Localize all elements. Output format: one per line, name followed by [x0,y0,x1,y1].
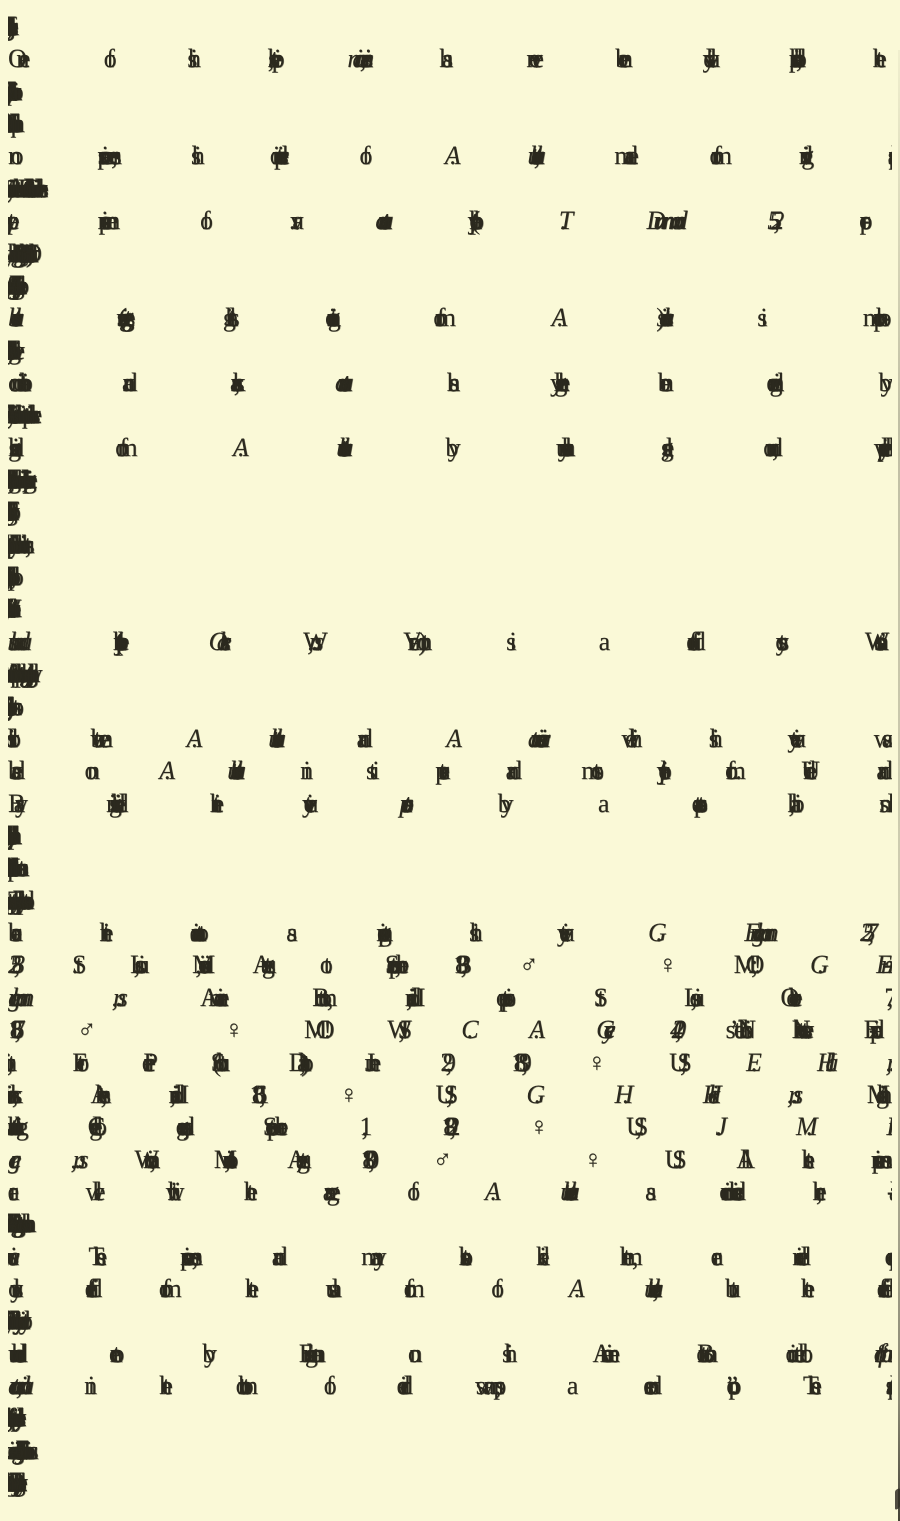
text-line [8,1338,892,1370]
text-line [8,464,892,496]
text-segment: Bray distinguished their variety [8,788,400,818]
text-segment: in its purest and most typical form. Uline and [233,756,883,786]
italic-text-segment: cinus [8,1241,9,1271]
text-segment: One of his epithets, [8,44,348,74]
text-line [8,432,892,464]
italic-text-segment: A. tuberculata [444,141,534,171]
text-segment: bear their annotations as representing this variety: [8,918,648,948]
text-line [8,1079,892,1111]
text-segment: based on [8,756,160,786]
text-line [8,626,892,658]
text-line [8,76,892,108]
text-segment: in the bottom of dried swamps, a second crop.” These plants [11,1371,885,1401]
text-line [8,949,892,981]
text-segment: , made from living plants [533,141,888,171]
text-segment: while his variety was [537,723,882,753]
italic-text-segment: A. australis [551,303,657,333]
text-segment: are well within the range of [8,1176,485,1206]
text-line [8,335,892,367]
text-line [8,270,892,302]
italic-text-segment: miamiensis [347,44,360,74]
text-segment: brids between [8,723,187,753]
text-line [8,885,892,917]
text-line [8,302,892,334]
text-segment: (holotype: [21,626,209,656]
text-line [8,1273,892,1305]
text-segment: has generally been recognized by [341,367,883,397]
text-line [8,43,892,75]
text-segment: ) is morpho- [656,303,880,333]
text-segment: , has never been validly published; the [359,44,877,74]
italic-text-segment: A. tuberculatus [159,756,234,786]
italic-text-segment: forma [877,1338,884,1368]
italic-text-segment: Oakes s.n., [208,626,304,656]
text-line [8,788,892,820]
text-segment: , Michigan [786,1079,882,1109]
text-line [8,529,892,561]
italic-text-segment: G. Engelmann 257, [647,918,864,948]
text-segment: combinations and ranks, [8,367,335,397]
italic-text-segment: G. En- [810,950,881,980]
text-segment: unheeded note by Engelmann on his American Bottom collection: “ [8,1338,878,1368]
text-segment: , pro- [773,206,859,236]
text-line [8,238,892,270]
text-segment: ously different from the usual form of [8,1274,569,1304]
text-line [8,140,892,172]
text-line [8,723,892,755]
text-segment: tion, Fort Pierre (South Dakota), June 29, 1839, ♀US!; [8,1047,746,1077]
text-segment: , but the difference [652,1274,883,1304]
text-segment: , Winona, Minnesota, August, 1890, ♂ ♀US!. All these specimens [70,1144,882,1174]
text-line [8,1176,892,1208]
text-line [8,205,892,237]
text-line [8,1467,892,1499]
text-line [8,755,892,787]
text-line [8,1014,892,1046]
italic-text-segment: 258 [8,950,14,980]
text-segment: . These specimens, and many others like them, are indeed conspicu- [8,1241,888,1271]
text-segment: as circumscribed here, al- [568,1176,886,1206]
text-line [8,820,892,852]
text-line [8,11,892,43]
text-line [8,1047,892,1079]
italic-text-segment: concatenata [375,206,381,236]
italic-text-segment: C. A. Geyer 420 [461,1015,675,1045]
text-segment: and [272,723,447,753]
text-line [8,367,892,399]
text-line [8,1305,892,1337]
text-line [8,1370,892,1402]
text-segment: , St. Louis, Missouri, August to September, 1893, ♂ ♀MO!; [13,950,810,980]
italic-text-segment: autumnalis, [8,1371,12,1401]
italic-text-segment: J. M. Holzin- [715,1112,888,1142]
text-segment: , Nicollet’s Northwestern Expedi- [674,1015,867,1045]
text-segment: no specimens, his description of [8,141,445,171]
text-segment: by a prostrate habit, small [403,788,885,818]
text-segment: by unusually large, round, widely-spaced [339,432,884,462]
italic-text-segment: A. tamariscinus [446,723,538,753]
text-segment: Agricultural College grounds, September 1, 1892, ♀US!; [8,1112,716,1142]
text-segment: type specimen of var. [8,206,376,236]
text-line [8,173,892,205]
italic-text-segment: A. tuberculatus [232,432,340,462]
italic-text-segment: A. tuberculatus [186,723,273,753]
text-line [8,1111,892,1143]
page-text-block [8,11,892,1500]
italic-text-segment: A. tuberculatus [568,1274,653,1304]
text-line [8,1435,892,1467]
text-line [8,496,892,528]
italic-text-segment: E. Hall s.n., [745,1047,882,1077]
text-segment: (suggesting slight introgression from [12,303,552,333]
italic-text-segment: berculatus [8,303,13,333]
text-segment: riverbanks, Athens, Illinois, 1861, ♀US!; [8,1079,527,1109]
text-line [8,593,892,625]
text-line [8,108,892,140]
text-line [8,691,892,723]
text-line [8,917,892,949]
text-line [8,658,892,690]
text-line [8,852,892,884]
scan-smudge-mark [895,1488,900,1511]
text-line [8,1144,892,1176]
text-line [8,1241,892,1273]
italic-text-segment: gelmann s.n. [8,982,112,1012]
text-segment: 1867, ♂ ♀MO! WIS!; [8,1015,462,1045]
italic-text-segment: subnuda [8,626,22,656]
italic-text-segment: T. Drummond 552 [558,206,774,236]
text-line [8,1402,892,1434]
italic-text-segment: prostrata [399,788,404,818]
italic-text-segment: G. H. Hicks s.n. [526,1079,787,1109]
text-segment: guished from [8,432,233,462]
text-segment: W. Vermont) is a different story. Watson’s [303,626,875,656]
text-segment: , American Bottom, Illinois, opposite St. Louis, October 7, [111,982,883,1012]
italic-text-segment: A. tuberculatus [484,1176,569,1206]
text-line [8,982,892,1014]
italic-text-segment: ger s.n. [8,1144,71,1174]
text-segment: (holotype: [380,206,559,236]
italic-text-segment: concatenata [334,367,342,397]
text-line [8,561,892,593]
text-line [8,1208,892,1240]
text-line [8,399,892,431]
